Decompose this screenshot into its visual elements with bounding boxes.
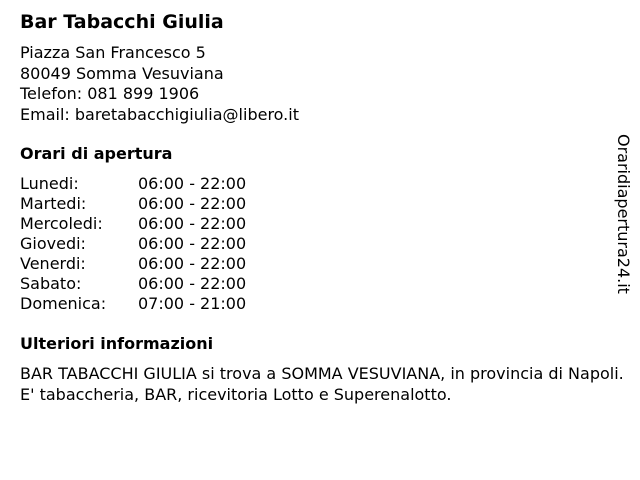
- city-address: 80049 Somma Vesuviana: [20, 63, 224, 83]
- hours-day: Venerdi:: [20, 254, 86, 273]
- hours-time: 06:00 - 22:00: [138, 174, 247, 193]
- hours-day: Mercoledi:: [20, 214, 103, 233]
- hours-time: 06:00 - 22:00: [138, 214, 247, 233]
- hours-row-wednesday: [20, 214, 246, 234]
- phone-number: Telefon: 081 899 1906: [20, 84, 200, 103]
- hours-row-saturday: [20, 274, 246, 294]
- hours-row-tuesday: [20, 194, 246, 214]
- hours-time: 06:00 - 22:00: [138, 194, 247, 213]
- hours-time: 06:00 - 22:00: [138, 254, 247, 273]
- opening-hours-heading: Orari di apertura: [20, 144, 173, 163]
- additional-info-text: BAR TABACCHI GIULIA si trova a SOMMA VESUVIANA, in provincia di Napoli. E' tabaccheria, BAR, ricevitoria Lotto e Superenalotto.: [20, 364, 624, 404]
- hours-row-friday: [20, 254, 246, 274]
- hours-time: 06:00 - 22:00: [138, 234, 247, 253]
- hours-day: Sabato:: [20, 274, 82, 293]
- contact-block: [20, 43, 299, 125]
- hours-day: Lunedi:: [20, 174, 79, 193]
- hours-day: Martedi:: [20, 194, 87, 213]
- business-name: Bar Tabacchi Giulia: [20, 11, 224, 33]
- hours-row-sunday: [20, 294, 246, 314]
- additional-info-heading: Ulteriori informazioni: [20, 334, 214, 353]
- hours-row-monday: [20, 174, 246, 194]
- street-address: Piazza San Francesco 5: [20, 43, 206, 62]
- hours-day: Domenica:: [20, 294, 107, 313]
- hours-row-thursday: [20, 234, 246, 254]
- hours-time: 06:00 - 22:00: [138, 274, 247, 293]
- email-address: Email: baretabacchigiulia@libero.it: [20, 104, 299, 124]
- site-brand-vertical: Oraridiapertura24.it: [614, 134, 633, 294]
- opening-hours-table: [20, 174, 246, 314]
- hours-day: Giovedi:: [20, 234, 86, 253]
- hours-time: 07:00 - 21:00: [138, 294, 247, 313]
